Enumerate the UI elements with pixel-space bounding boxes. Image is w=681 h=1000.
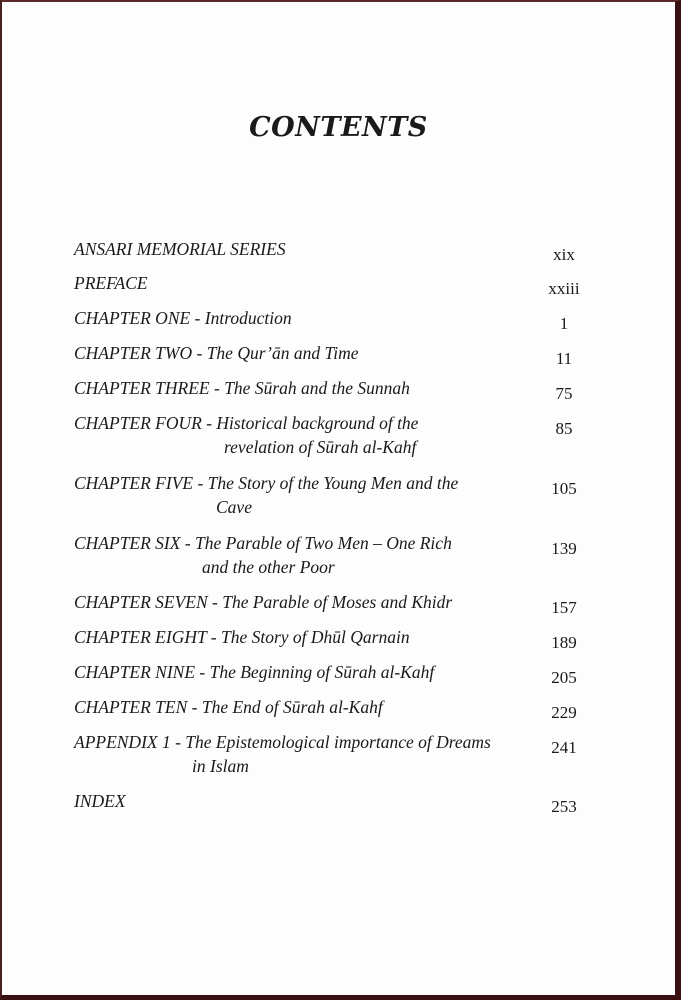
toc-entry-label: APPENDIX 1 - The Epistemological importance of Dreams (74, 732, 491, 752)
toc-entry-appendix-1[interactable] (74, 730, 594, 778)
toc-entry-label-continued: Cave (216, 497, 252, 517)
toc-entry-label-continued: revelation of Sūrah al-Kahf (224, 437, 417, 457)
toc-entry-label: PREFACE (74, 273, 148, 293)
toc-entry-label: ANSARI MEMORIAL SERIES (74, 239, 286, 259)
page-title: CONTENTS (249, 112, 428, 143)
toc-entry-page: 253 (551, 797, 577, 816)
toc-entry-page: 189 (551, 633, 577, 652)
toc-entry-page: 85 (555, 419, 573, 438)
toc-entry-label: INDEX (74, 791, 126, 811)
toc-entry-chapter-three[interactable] (74, 376, 594, 403)
toc-entry-page: 157 (551, 598, 577, 617)
toc-entry-ansari-memorial-series[interactable] (74, 237, 594, 264)
toc-entry-label-continued: and the other Poor (202, 557, 335, 577)
toc-entry-chapter-seven[interactable] (74, 590, 594, 617)
toc-entry-chapter-four[interactable] (74, 411, 594, 459)
toc-entry-chapter-eight[interactable] (74, 625, 594, 652)
toc-entry-label: CHAPTER TEN - The End of Sūrah al-Kahf (74, 697, 383, 717)
toc-entry-chapter-two[interactable] (74, 341, 594, 368)
toc-entry-page: xxiii (548, 279, 580, 298)
toc-entry-page: 205 (551, 668, 577, 687)
toc-entry-label: CHAPTER SIX - The Parable of Two Men – One Rich (74, 533, 452, 553)
toc-entry-label: CHAPTER ONE - Introduction (74, 308, 292, 328)
toc-entry-preface[interactable] (74, 271, 594, 298)
toc-entry-label: CHAPTER FIVE - The Story of the Young Men and the (74, 473, 459, 493)
toc-entry-page: xix (553, 245, 575, 264)
toc-entry-page: 11 (555, 349, 573, 368)
toc-entry-page: 75 (555, 384, 573, 403)
toc-entry-chapter-six[interactable] (74, 531, 594, 579)
toc-entry-index[interactable] (74, 789, 594, 816)
toc-entry-page: 241 (551, 738, 577, 757)
toc-entry-label: CHAPTER THREE - The Sūrah and the Sunnah (74, 378, 410, 398)
toc-entry-chapter-ten[interactable] (74, 695, 594, 722)
toc-entry-chapter-one[interactable] (74, 306, 594, 333)
toc-entry-label-continued: in Islam (192, 756, 249, 776)
toc-entry-page: 229 (551, 703, 577, 722)
table-of-contents (74, 237, 594, 816)
toc-entry-label: CHAPTER NINE - The Beginning of Sūrah al-Kahf (74, 662, 435, 682)
toc-entry-label: CHAPTER TWO - The Qur’ān and Time (74, 343, 359, 363)
toc-entry-label: CHAPTER FOUR - Historical background of the (74, 413, 419, 433)
toc-entry-page: 105 (551, 479, 577, 498)
toc-entry-chapter-five[interactable] (74, 471, 594, 519)
toc-entry-page: 1 (559, 314, 569, 333)
toc-entry-chapter-nine[interactable] (74, 660, 594, 687)
toc-entry-label: CHAPTER EIGHT - The Story of Dhūl Qarnain (74, 627, 410, 647)
toc-entry-label: CHAPTER SEVEN - The Parable of Moses and Khidr (74, 592, 453, 612)
toc-entry-page: 139 (551, 539, 577, 558)
